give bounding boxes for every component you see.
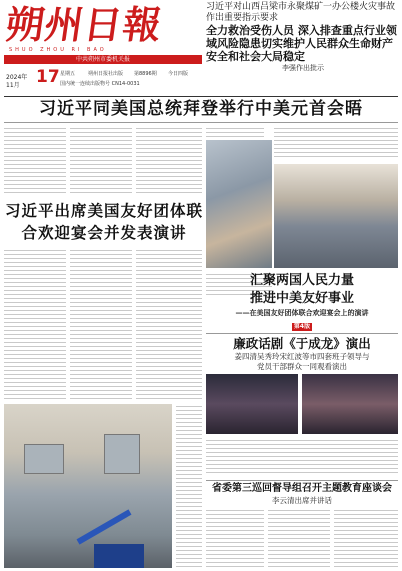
date-day: 17 [36, 67, 60, 87]
article-column [136, 248, 202, 400]
rescue-photo [4, 404, 172, 568]
bottom-subline: 李云清出席并讲话 [272, 496, 332, 505]
weekday: 星期五 [60, 71, 76, 77]
drama-subline-1: 姜四清吴秀玲宋红波等市四套班子领导与 [234, 352, 370, 361]
registration-line: 国内统一连续出版物号 CN14-0031 [60, 81, 140, 87]
issue-number: 第8896期 [134, 71, 157, 77]
crane-arm [77, 509, 132, 544]
article-column [206, 438, 398, 476]
second-headline: 习近平出席美国友好团体联合欢迎宴会并发表演讲 [4, 202, 203, 242]
article-column [334, 508, 398, 568]
date-block [4, 66, 202, 96]
newspaper-pinyin: SHUO ZHOU RI BAO [9, 47, 107, 53]
drama-photo [206, 374, 298, 434]
window [104, 434, 140, 474]
divider [206, 333, 398, 334]
article-column [4, 248, 66, 400]
drama-subline-2: 党员干部群众一同观看演出 [257, 362, 347, 371]
speech-title-line1: 汇聚两国人民力量 [249, 273, 354, 288]
article-column [70, 126, 132, 196]
main-headline: 习近平同美国总统拜登举行中美元首会晤 [39, 99, 363, 119]
news-photo [274, 164, 398, 268]
drama-title: 廉政话剧《于成龙》演出 [233, 336, 371, 351]
article-column [4, 126, 66, 196]
article-column [70, 248, 132, 400]
top-story-subline: 李强作出批示 [282, 64, 324, 72]
divider [206, 480, 398, 481]
speech-subtitle: ——在美国友好团体联合欢迎宴会上的演讲 [235, 308, 369, 317]
date-year: 2024年 [6, 74, 28, 81]
top-story-kicker: 习近平对山西吕梁市永聚煤矿一办公楼火灾事故作出重要指示要求 [206, 2, 396, 23]
article-column [268, 508, 330, 568]
article-column [206, 508, 264, 568]
page-count: 今日四版 [168, 71, 189, 77]
article-column [206, 126, 264, 138]
divider [4, 96, 398, 97]
date-month: 11月 [6, 82, 20, 89]
article-column [136, 126, 202, 196]
speech-title-line2: 推进中美友好事业 [249, 291, 354, 306]
article-column [274, 126, 398, 160]
news-photo [206, 140, 272, 268]
divider [4, 122, 398, 123]
crane-base [94, 544, 144, 568]
drama-story [206, 335, 398, 372]
top-story-headline: 全力救治受伤人员 深入排查重点行业领域风险隐患切实维护人民群众生命财产安全和社会大局稳定 [206, 24, 397, 63]
top-story [204, 2, 400, 72]
drama-photo [302, 374, 398, 434]
speech-story [206, 272, 398, 331]
masthead-banner: 中共朔州市委机关报 [4, 55, 202, 64]
photo-caption-column [176, 404, 202, 568]
bottom-title: 省委第三巡回督导组召开主题教育座谈会 [212, 483, 392, 494]
window [24, 444, 64, 474]
newspaper-title: 朔州日報 [2, 2, 166, 47]
publisher: 朔州日报社出版 [88, 71, 124, 77]
page-badge[interactable]: 第4版 [293, 323, 311, 330]
bottom-story [206, 482, 398, 506]
